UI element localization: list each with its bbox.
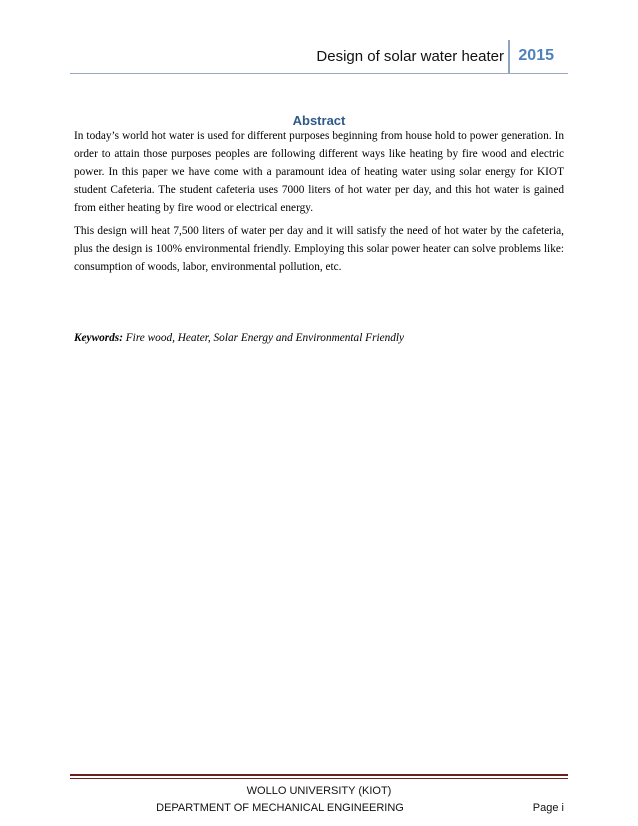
keywords-label: Keywords: (74, 332, 123, 344)
header-divider (70, 73, 568, 74)
abstract-paragraph-1: In today’s world hot water is used for different purposes beginning from house hold to power generation. In order to attain those purposes peoples are following different ways like heating by fire wood and electric power. In this paper we have come with a paramount idea of heating water using solar energy for KIOT student Cafeteria. The student cafeteria uses 7000 liters of hot water per day, and this hot water is gained from either heating by fire wood or electrical energy. (74, 130, 564, 214)
keywords-line (74, 332, 564, 344)
document-year: 2015 (518, 47, 554, 64)
footer-divider-thick (70, 774, 568, 776)
footer-department: DEPARTMENT OF MECHANICAL ENGINEERING (156, 802, 404, 814)
document-title: Design of solar water heater (316, 48, 504, 65)
keywords-text: Fire wood, Heater, Solar Energy and Environmental Friendly (122, 332, 405, 344)
footer-university: WOLLO UNIVERSITY (KIOT) (246, 785, 392, 797)
abstract-heading: Abstract (292, 113, 346, 128)
page-header (70, 40, 568, 74)
header-separator (508, 40, 510, 74)
footer-divider-thin (70, 778, 568, 779)
page-number: Page i (532, 802, 564, 814)
abstract-paragraph-2: This design will heat 7,500 liters of water per day and it will satisfy the need of hot water by the cafeteria, plus the design is 100% environmental friendly. Employing this solar power heater can solve problems like: consumption of woods, labor, environmental pollution, etc. (74, 225, 564, 273)
